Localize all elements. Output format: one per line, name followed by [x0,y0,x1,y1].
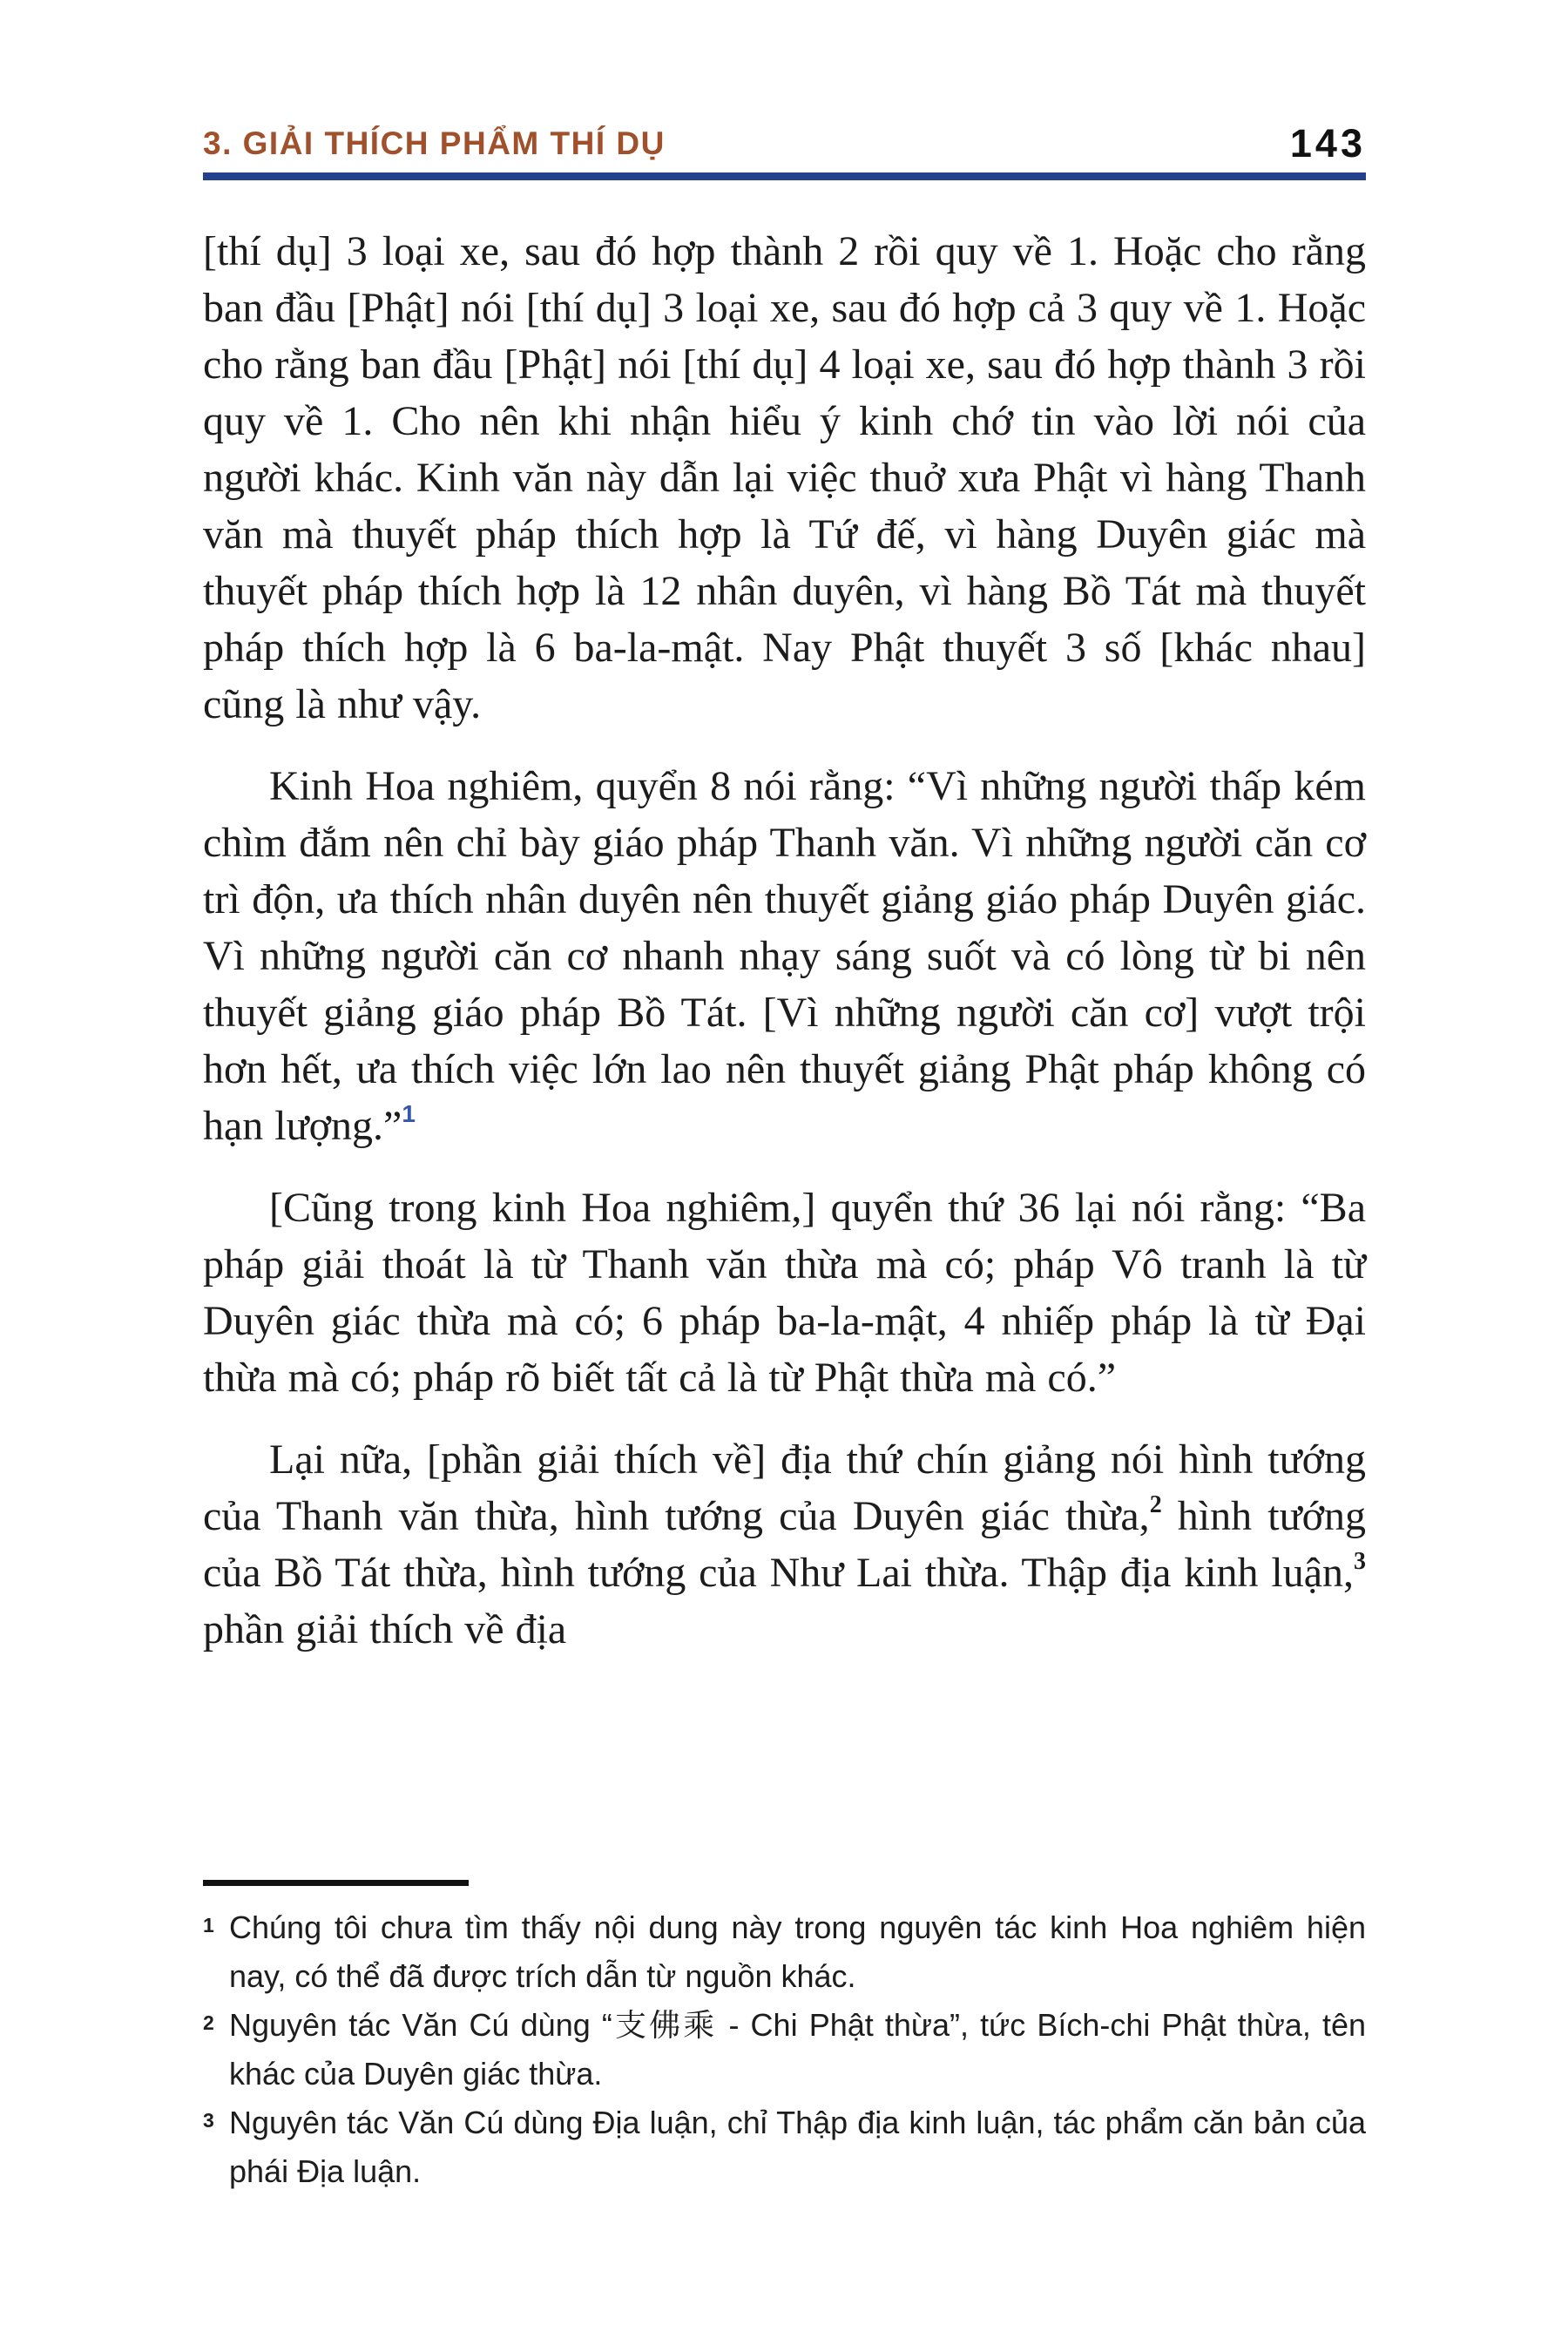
footnote-marker-3: 3 [203,2109,214,2132]
footnote-ref-1[interactable]: 1 [402,1100,416,1127]
footnote-separator-rule [203,1880,469,1886]
footnote-text-3: Nguyên tác Văn Cú dùng Địa luận, chỉ Thập địa kinh luận, tác phẩm căn bản của phái Địa luận. [229,2105,1366,2189]
footnote-text-1: Chúng tôi chưa tìm thấy nội dung này trong nguyên tác kinh Hoa nghiêm hiện nay, có thể đã được trích dẫn từ nguồn khác. [229,1909,1366,1994]
body-paragraph-2 [203,758,1366,1154]
page-header [203,121,1366,170]
footnote-ref-3: 3 [1354,1548,1366,1575]
paragraph-text: Kinh Hoa nghiêm, quyển 8 nói rằng: “Vì những người thấp kém chìm đắm nên chỉ bày giáo pháp Thanh văn. Vì những người căn cơ trì độn, ưa thích nhân duyên nên thuyết giảng giáo pháp Duyên giác. Vì những người căn cơ nhanh nhạy sáng suốt và có lòng từ bi nên thuyết giảng giáo pháp Bồ Tát. [Vì những người căn cơ] vượt trội hơn hết, ưa thích việc lớn lao nên thuyết giảng Phật pháp không có hạn lượng.” [203,763,1366,1149]
footnotes-section [203,1880,1366,2196]
page-number: 143 [1289,121,1366,166]
paragraph-text: phần giải thích về địa [203,1606,567,1652]
footnote-text-2: Nguyên tác Văn Cú dùng “支佛乘 - Chi Phật thừa”, tức Bích-chi Phật thừa, tên khác của Duyên giác thừa. [229,2007,1366,2092]
paragraph-text: [Cũng trong kinh Hoa nghiêm,] quyển thứ 36 lại nói rằng: “Ba pháp giải thoát là từ Thanh văn thừa mà có; pháp Vô tranh là từ Duyên giác thừa mà có; 6 pháp ba-la-mật, 4 nhiếp pháp là từ Đại thừa mà có; pháp rõ biết tất cả là từ Phật thừa mà có.” [203,1185,1366,1401]
footnote-2 [203,2001,1366,2099]
body-text [203,223,1366,1683]
paragraph-text: Lại nữa, [phần giải thích về] địa thứ chín giảng nói hình tướng của Thanh văn thừa, hình tướng của Duyên giác thừa, [203,1436,1366,1539]
body-paragraph-4 [203,1431,1366,1658]
footnote-3 [203,2099,1366,2196]
footnote-marker-1: 1 [203,1914,214,1936]
footnote-ref-2: 2 [1149,1491,1162,1518]
footnote-marker-2: 2 [203,2011,214,2034]
footnote-1 [203,1903,1366,2001]
running-header-chapter-title: 3. GIẢI THÍCH PHẨM THÍ DỤ [203,125,666,161]
body-paragraph-1 [203,223,1366,733]
paragraph-text: [thí dụ] 3 loại xe, sau đó hợp thành 2 rồi quy về 1. Hoặc cho rằng ban đầu [Phật] nói [thí dụ] 3 loại xe, sau đó hợp cả 3 quy về 1. Hoặc cho rằng ban đầu [Phật] nói [thí dụ] 4 loại xe, sau đó hợp thành 3 rồi quy về 1. Cho nên khi nhận hiểu ý kinh chớ tin vào lời nói của người khác. Kinh văn này dẫn lại việc thuở xưa Phật vì hàng Thanh văn mà thuyết pháp thích hợp là Tứ đế, vì hàng Duyên giác mà thuyết pháp thích hợp là 12 nhân duyên, vì hàng Bồ Tát mà thuyết pháp thích hợp là 6 ba-la-mật. Nay Phật thuyết 3 số [khác nhau] cũng là như vậy. [203,228,1366,727]
header-divider-rule [203,172,1366,180]
paragraph-text: hình tướng của Bồ Tát thừa, hình tướng của Như Lai thừa. Thập địa kinh luận, [203,1493,1367,1596]
body-paragraph-3 [203,1179,1366,1406]
